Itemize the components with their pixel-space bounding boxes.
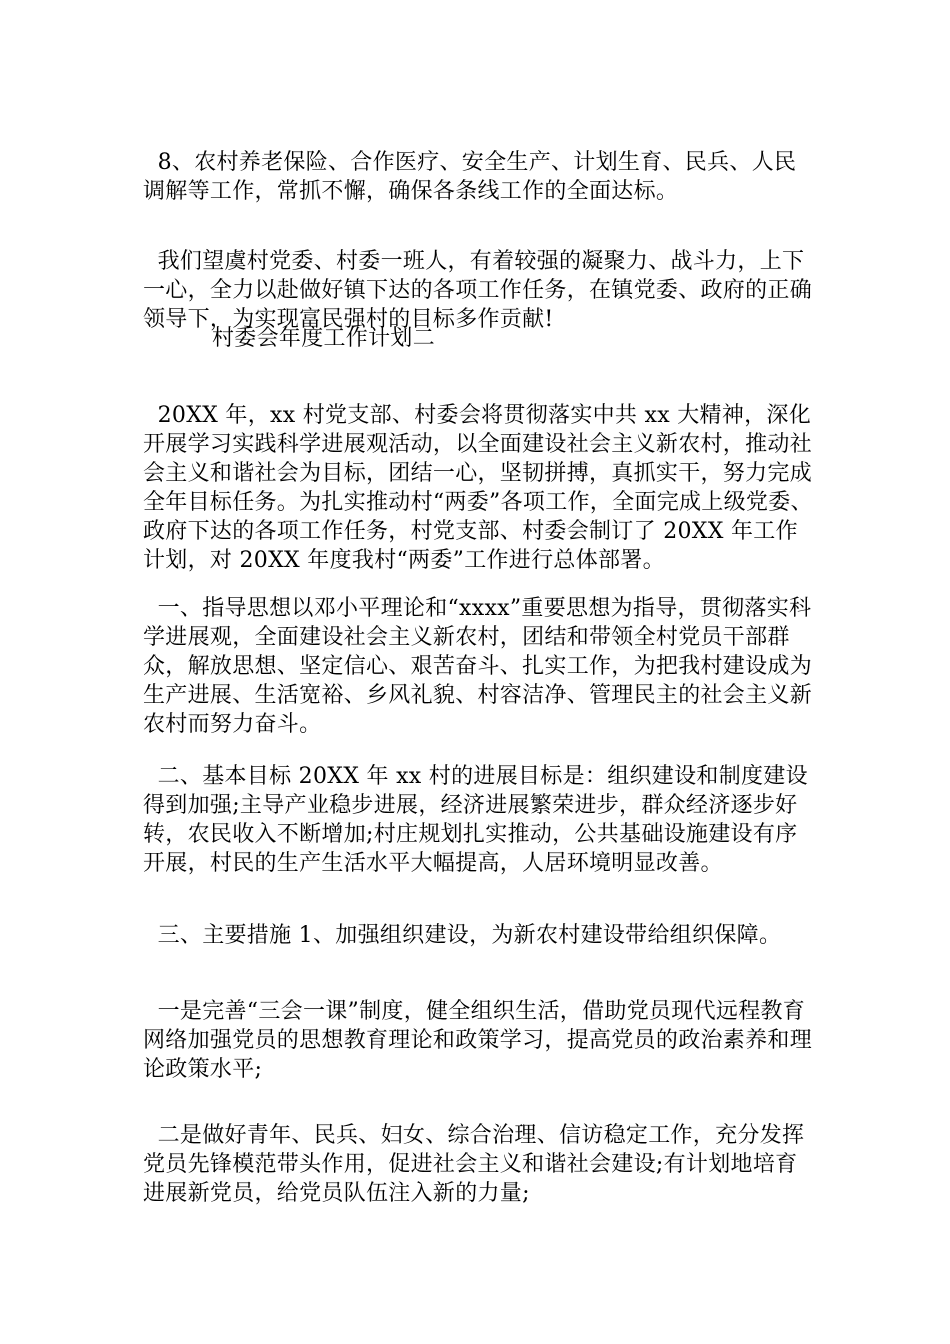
paragraph-measure-one: 一是完善“三会一课”制度，健全组织生活，借助党员现代远程教育网络加强党员的思想教育理论和政策学习，提高党员的政治素养和理论政策水平; [143,999,813,1082]
paragraph-rural-insurance: 8、农村养老保险、合作医疗、安全生产、计划生育、民兵、人民调解等工作，常抓不懈，确保各条线工作的全面达标。 [143,150,797,204]
paragraph-basic-goals: 二、基本目标 20XX 年 xx 村的进展目标是：组织建设和制度建设得到加强;主导产业稳步进展，经济进展繁荣进步，群众经济逐步好转，农民收入不断增加;村庄规划扎实推动，公共基础设施建设有序开展，村民的生产生活水平大幅提高，人居环境明显改善。 [143,764,808,876]
paragraph-guiding-ideology: 一、指导思想以邓小平理论和“xxxx”重要思想为指导，贯彻落实科学进展观，全面建设社会主义新农村，团结和带领全村党员干部群众，解放思想、坚定信心、艰苦奋斗、扎实工作，为把我村建设成为生产进展、生活宽裕、乡风礼貌、村容洁净、管理民主的社会主义新农村而努力奋斗。 [143,596,813,737]
paragraph-main-measures: 三、主要措施 1、加强组织建设，为新农村建设带给组织保障。 [143,923,782,948]
section-heading: 村委会年度工作计划二 [212,326,436,351]
paragraph-measure-two: 二是做好青年、民兵、妇女、综合治理、信访稳定工作，充分发挥党员先锋模范带头作用，促进社会主义和谐社会建设;有计划地培育进展新党员，给党员队伍注入新的力量; [143,1123,805,1206]
paragraph-annual-overview: 20XX 年，xx 村党支部、村委会将贯彻落实中共 xx 大精神，深化开展学习实践科学进展观活动，以全面建设社会主义新农村，推动社会主义和谐社会为目标，团结一心，坚韧拼搏，真抓实干，努力完成全年目标任务。为扎实推动村“两委”各项工作，全面完成上级党委、政府下达的各项工作任务，村党支部、村委会制订了 20XX 年工作计划，对 20XX 年度我村“两委”工作进行总体部署。 [143,403,813,573]
paragraph-village-committee: 我们望虞村党委、村委一班人，有着较强的凝聚力、战斗力，上下一心，全力以赴做好镇下达的各项工作任务，在镇党委、政府的正确领导下，为实现富民强村的目标多作贡献! [143,249,813,332]
